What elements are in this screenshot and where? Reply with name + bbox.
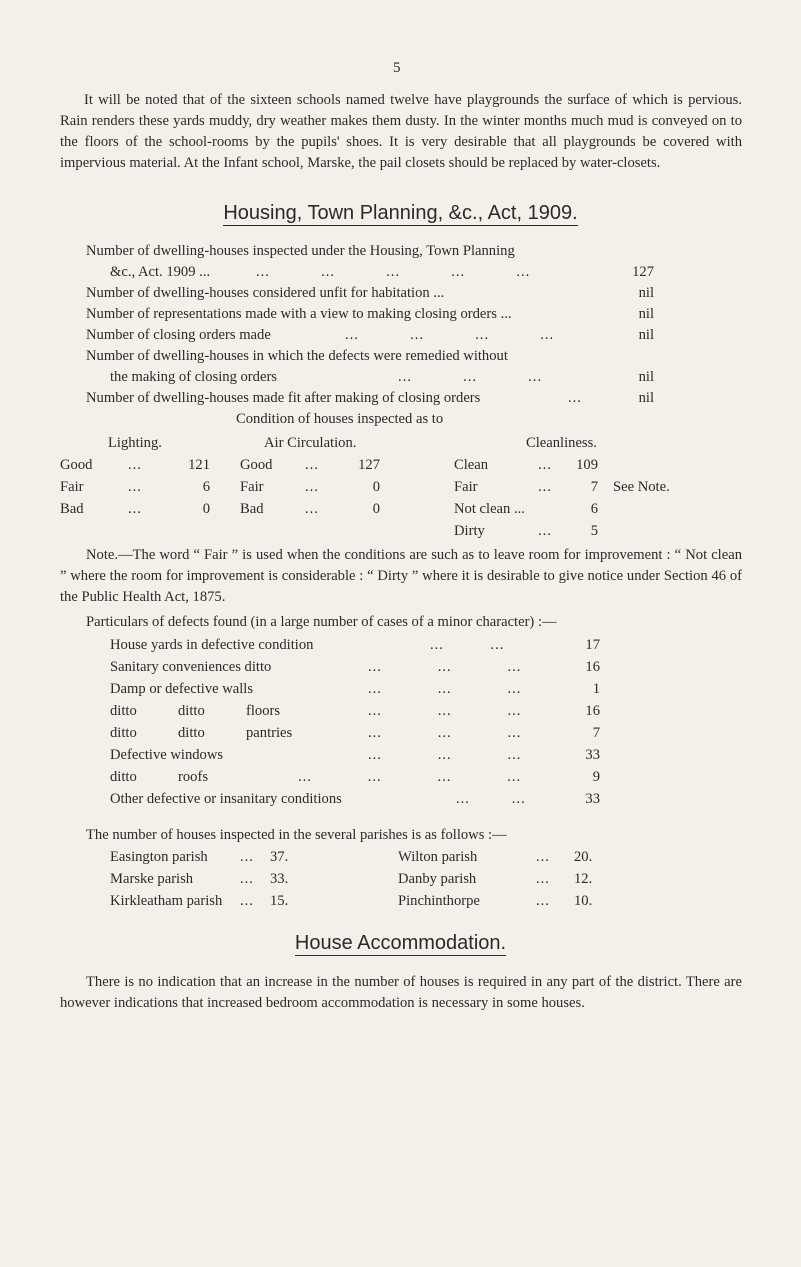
parishes-heading: The number of houses inspected in the several parishes is as follows :—: [86, 827, 507, 843]
parish-leader: ...: [240, 849, 254, 865]
housing-heading-text: Housing, Town Planning, &c., Act, 1909.: [223, 202, 578, 224]
housing-heading: [0, 202, 801, 225]
parish-value-1: 37.: [270, 849, 289, 865]
cleanliness-value-fair: 7: [590, 479, 598, 495]
parish-name-3: Marske parish: [110, 871, 194, 887]
defect-leader: ... ... ... ...: [298, 769, 522, 785]
defect-leader: ... ...: [430, 637, 505, 653]
defect-label-8: Other defective or insanitary conditions: [110, 791, 342, 807]
cleanliness-leader: ...: [538, 523, 552, 539]
air-label-good: Good: [240, 457, 273, 473]
air-value-bad: 0: [372, 501, 380, 517]
parish-value-3: 33.: [270, 871, 289, 887]
accommodation-text: There is no indication that an increase in the number of houses is required in any part of the district. There are however indications that increased bedroom accommodation is necessary in some houses.: [60, 974, 742, 1011]
defect-label-5b: ditto: [178, 725, 205, 741]
lighting-title: Lighting.: [108, 435, 162, 451]
accommodation-heading-text: House Accommodation.: [294, 932, 507, 954]
cleanliness-label-dirty: Dirty: [454, 523, 485, 539]
defect-leader: ... ... ...: [368, 725, 522, 741]
air-label-fair: Fair: [240, 479, 264, 495]
accommodation-heading: [0, 932, 801, 955]
note-text: Note.—The word “ Fair ” is used when the conditions are such as to leave room for improvement : “ Not clean ” where the room for improvement is considerable : “ Dirty ” where it is desirable to give notice under Section 46 of the Public Health Act, 1875.: [60, 547, 742, 605]
inspection-value-6: nil: [638, 390, 654, 406]
lighting-label-fair: Fair: [60, 479, 84, 495]
defect-leader: ... ... ...: [368, 747, 522, 763]
lighting-value-fair: 6: [202, 479, 210, 495]
air-title: Air Circulation.: [264, 435, 357, 451]
cleanliness-title: Cleanliness.: [526, 435, 597, 451]
parish-value-2: 20.: [574, 849, 593, 865]
defect-value-2: 16: [585, 659, 600, 675]
air-value-fair: 0: [372, 479, 380, 495]
parish-leader: ...: [240, 893, 254, 909]
inspection-label-3: Number of representations made with a view to making closing orders ...: [86, 306, 512, 322]
parish-name-5: Kirkleatham parish: [110, 893, 223, 909]
defect-value-4: 16: [585, 703, 600, 719]
parish-value-5: 15.: [270, 893, 289, 909]
defect-label-4b: ditto: [178, 703, 205, 719]
defect-leader: ... ... ...: [368, 703, 522, 719]
inspection-label-1: Number of dwelling-houses inspected under the Housing, Town Planning: [86, 243, 515, 259]
defect-value-5: 7: [592, 725, 600, 741]
lighting-leader: ...: [128, 501, 142, 517]
parish-leader: ...: [240, 871, 254, 887]
defect-value-6: 33: [585, 747, 600, 763]
defect-value-7: 9: [592, 769, 600, 785]
defect-leader: ... ...: [456, 791, 526, 807]
defect-label-5c: pantries: [246, 725, 293, 741]
condition-heading: Condition of houses inspected as to: [236, 411, 444, 427]
inspection-value-1: 127: [632, 264, 654, 280]
air-leader: ...: [305, 501, 319, 517]
parish-value-4: 12.: [574, 871, 593, 887]
parish-name-4: Danby parish: [398, 871, 477, 887]
defect-leader: ... ... ...: [368, 681, 522, 697]
cleanliness-label-clean: Clean: [454, 457, 489, 473]
defect-label-1: House yards in defective condition: [110, 637, 314, 653]
defect-label-7a: ditto: [110, 769, 137, 785]
defect-value-3: 1: [592, 681, 600, 697]
parish-name-2: Wilton parish: [398, 849, 478, 865]
cleanliness-label-fair: Fair: [454, 479, 478, 495]
inspection-value-3: nil: [638, 306, 654, 322]
air-value-good: 127: [358, 457, 380, 473]
air-leader: ...: [305, 457, 319, 473]
see-note: See Note.: [613, 479, 670, 495]
defect-value-8: 33: [585, 791, 600, 807]
inspection-value-4: nil: [638, 327, 654, 343]
cleanliness-value-clean: 109: [576, 457, 598, 473]
cleanliness-value-not-clean: 6: [590, 501, 598, 517]
lighting-leader: ...: [128, 457, 142, 473]
defect-leader: ... ... ...: [368, 659, 522, 675]
inspection-label-5b: the making of closing orders: [110, 369, 277, 385]
defect-label-2: Sanitary conveniences ditto: [110, 659, 272, 675]
defect-label-4c: floors: [246, 703, 281, 719]
cleanliness-leader: ...: [538, 457, 552, 473]
defect-label-7b: roofs: [178, 769, 208, 785]
inspection-value-2: nil: [638, 285, 654, 301]
lighting-value-bad: 0: [202, 501, 210, 517]
inspection-label-2: Number of dwelling-houses considered unfit for habitation ...: [86, 285, 445, 301]
inspection-leader-5: ... ... ...: [398, 369, 543, 385]
cleanliness-value-dirty: 5: [590, 523, 598, 539]
defect-label-3: Damp or defective walls: [110, 681, 254, 697]
air-label-bad: Bad: [240, 501, 264, 517]
note-paragraph: [60, 545, 742, 608]
page-number: 5: [393, 60, 401, 76]
intro-paragraph: [60, 90, 742, 174]
parish-name-1: Easington parish: [110, 849, 208, 865]
inspection-label-5: Number of dwelling-houses in which the defects were remedied without: [86, 348, 508, 364]
inspection-label-6: Number of dwelling-houses made fit after making of closing orders: [86, 390, 481, 406]
inspection-value-5: nil: [638, 369, 654, 385]
lighting-leader: ...: [128, 479, 142, 495]
inspection-leader-4: ... ... ... ...: [345, 327, 555, 343]
inspection-leader-1: ... ... ... ... ...: [256, 264, 531, 280]
parish-leader: ...: [536, 871, 550, 887]
lighting-value-good: 121: [188, 457, 210, 473]
intro-text: It will be noted that of the sixteen schools named twelve have playgrounds the surface of which is pervious. Rain renders these yards muddy, dry weather makes them dusty. In the winter months much mud is conveyed on to the floors of the school-rooms by the pupils' shoes. It is very desirable that all playgrounds be covered with impervious material. At the Infant school, Marske, the pail closets should be replaced by water-closets.: [60, 92, 742, 171]
lighting-label-bad: Bad: [60, 501, 84, 517]
lighting-label-good: Good: [60, 457, 93, 473]
cleanliness-label-not-clean: Not clean ...: [454, 501, 525, 517]
accommodation-paragraph: [60, 972, 742, 1014]
parish-value-6: 10.: [574, 893, 593, 909]
defects-heading: Particulars of defects found (in a large number of cases of a minor character) :—: [86, 614, 557, 630]
cleanliness-leader: ...: [538, 479, 552, 495]
inspection-label-1b: &c., Act. 1909 ...: [110, 264, 211, 280]
air-leader: ...: [305, 479, 319, 495]
parish-name-6: Pinchinthorpe: [398, 893, 480, 909]
defect-label-6: Defective windows: [110, 747, 224, 763]
defect-label-5a: ditto: [110, 725, 137, 741]
parish-leader: ...: [536, 849, 550, 865]
defect-label-4a: ditto: [110, 703, 137, 719]
inspection-leader-6: ...: [568, 390, 582, 406]
inspection-label-4: Number of closing orders made: [86, 327, 271, 343]
parish-leader: ...: [536, 893, 550, 909]
defect-value-1: 17: [585, 637, 600, 653]
